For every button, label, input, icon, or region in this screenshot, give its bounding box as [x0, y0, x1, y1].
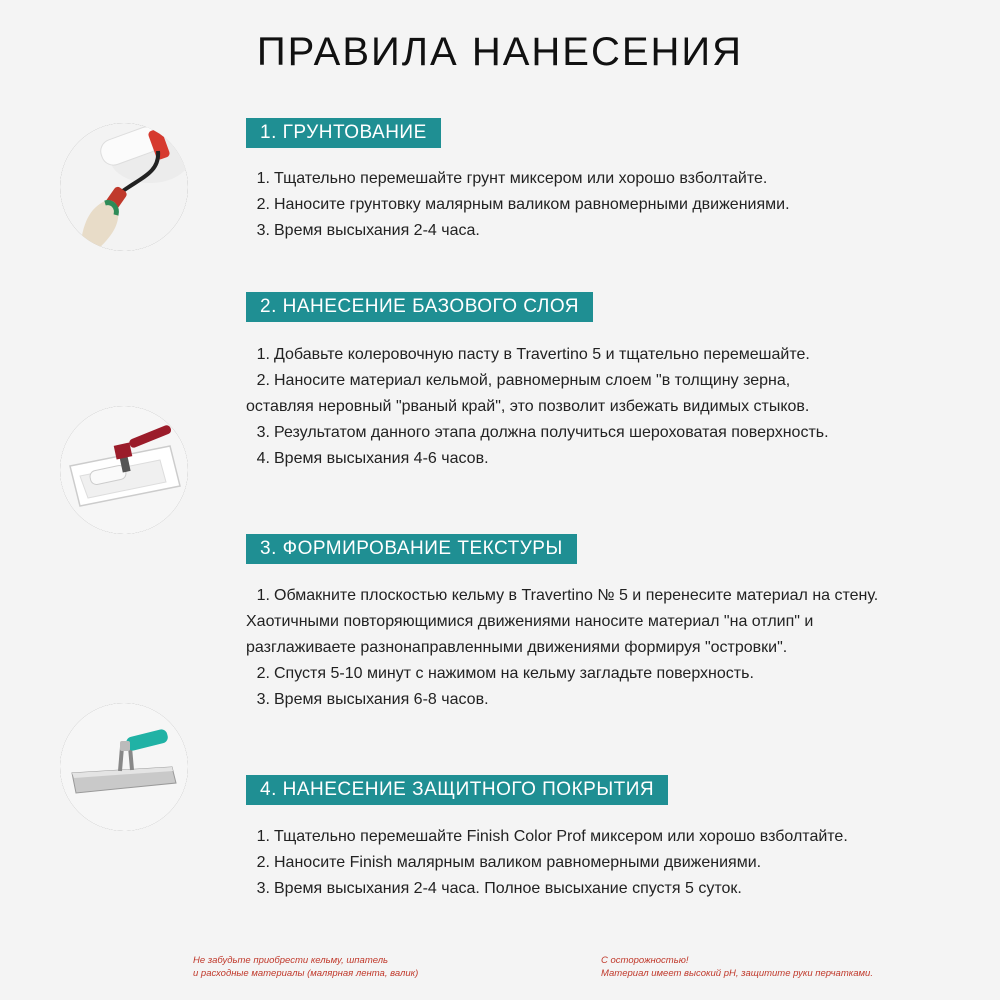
list-item: 2. Спустя 5-10 минут с нажимом на кельму загладьте поверхность.: [256, 665, 754, 682]
section-3-steps: [246, 583, 956, 713]
footer-note-left-line: Не забудьте приобрести кельму, шпатель: [193, 955, 389, 966]
section-2-heading: 2. НАНЕСЕНИЕ БАЗОВОГО СЛОЯ: [246, 292, 593, 322]
section-2-steps: [246, 342, 956, 472]
section-3-heading: 3. ФОРМИРОВАНИЕ ТЕКСТУРЫ: [246, 534, 577, 564]
list-item: 1. Тщательно перемешайте Finish Color Prof миксером или хорошо взболтайте.: [256, 828, 848, 845]
section-1-steps: [246, 166, 956, 244]
page-title: ПРАВИЛА НАНЕСЕНИЯ: [256, 30, 744, 74]
list-item-continuation: разглаживаете разнонаправленными движениями формируя "островки".: [246, 639, 788, 656]
list-item-continuation: оставляя неровный "рваный край", это позволит избежать видимых стыков.: [246, 398, 810, 415]
list-item: 1. Добавьте колеровочную пасту в Travertino 5 и тщательно перемешайте.: [256, 346, 810, 363]
list-item: 3. Время высыхания 6-8 часов.: [256, 691, 489, 708]
trowel-photo-icon: [60, 703, 188, 831]
footer-note-left-line: и расходные материалы (малярная лента, валик): [193, 968, 419, 979]
footer-note-right: [601, 954, 873, 980]
list-item: 3. Результатом данного этапа должна получиться шероховатая поверхность.: [256, 424, 829, 441]
footer-note-right-line: С осторожностью!: [601, 955, 689, 966]
list-item: 3. Время высыхания 2-4 часа. Полное высыхание спустя 5 суток.: [256, 880, 742, 897]
section-4-steps: [246, 824, 956, 902]
list-item: 2. Наносите грунтовку малярным валиком равномерными движениями.: [256, 196, 790, 213]
list-item: 4. Время высыхания 4-6 часов.: [256, 450, 489, 467]
section-1-heading: 1. ГРУНТОВАНИЕ: [246, 118, 441, 148]
footer-note-left: [193, 954, 418, 980]
paint-tray-photo-icon: [60, 406, 188, 534]
paint-roller-photo-icon: [60, 123, 188, 251]
section-4-heading: 4. НАНЕСЕНИЕ ЗАЩИТНОГО ПОКРЫТИЯ: [246, 775, 668, 805]
list-item: 2. Наносите материал кельмой, равномерным слоем "в толщину зерна,: [256, 372, 791, 389]
list-item-continuation: Хаотичными повторяющимися движениями наносите материал "на отлип" и: [246, 613, 814, 630]
list-item: 3. Время высыхания 2-4 часа.: [256, 222, 480, 239]
list-item: 1. Обмакните плоскостью кельму в Travertino № 5 и перенесите материал на стену.: [256, 587, 879, 604]
list-item: 2. Наносите Finish малярным валиком равномерными движениями.: [256, 854, 762, 871]
footer-note-right-line: Материал имеет высокий pH, защитите руки перчатками.: [601, 968, 873, 979]
list-item: 1. Тщательно перемешайте грунт миксером или хорошо взболтайте.: [256, 170, 768, 187]
